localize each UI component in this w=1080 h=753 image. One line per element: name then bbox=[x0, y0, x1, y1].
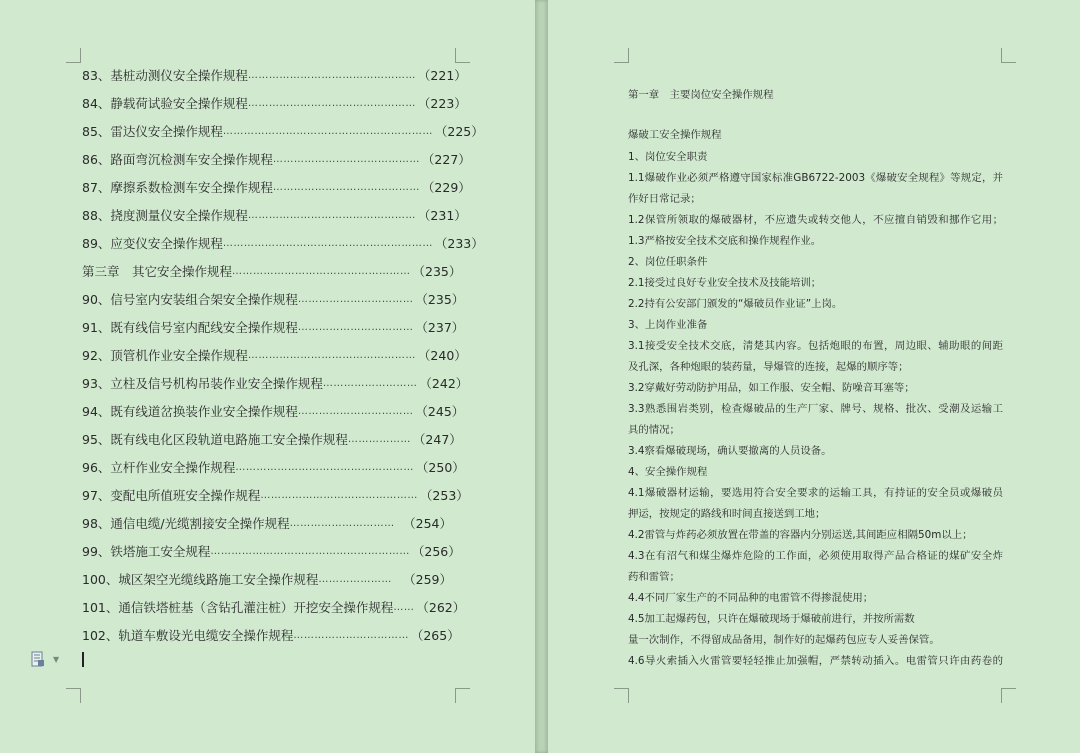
page-corner-mark bbox=[455, 48, 470, 63]
toc-entry-title: 90、信号室内安装组合架安全操作规程 bbox=[82, 292, 298, 307]
toc-entry[interactable] bbox=[82, 626, 460, 654]
toc-entry-title: 86、路面弯沉检测车安全操作规程 bbox=[82, 152, 273, 167]
toc-entry[interactable] bbox=[82, 458, 465, 486]
page-corner-mark bbox=[614, 48, 629, 63]
toc-page-number: （225） bbox=[434, 124, 484, 139]
body-text-line: 3.4察看爆破现场，确认要撤离的人员设备。 bbox=[628, 445, 832, 457]
toc-page-number: （229） bbox=[421, 180, 471, 195]
toc-page-number: （250） bbox=[415, 460, 465, 475]
toc-entry-title: 87、摩擦系数检测车安全操作规程 bbox=[82, 180, 273, 195]
toc-entry[interactable] bbox=[82, 178, 471, 206]
toc-entry[interactable] bbox=[82, 374, 469, 402]
toc-page-number: （262） bbox=[416, 600, 466, 615]
toc-page-number: （237） bbox=[415, 320, 465, 335]
toc-page-number: （235） bbox=[412, 264, 462, 279]
toc-leader-dots: …………………………… bbox=[293, 630, 409, 641]
body-text-line: 4.1爆破器材运输，要选用符合安全要求的运输工具，有持证的安全员或爆破员 bbox=[628, 487, 1003, 499]
toc-entry-title: 第三章 其它安全操作规程 bbox=[82, 264, 233, 279]
body-text-line: 2.2持有公安部门颁发的“爆破员作业证”上岗。 bbox=[628, 298, 843, 310]
toc-page-number: （221） bbox=[417, 68, 467, 83]
body-text-line: 3.2穿戴好劳动防护用品，如工作服、安全帽、防噪音耳塞等； bbox=[628, 382, 915, 394]
toc-entry-title: 96、立杆作业安全操作规程 bbox=[82, 460, 236, 475]
body-text-line: 4.6导火索插入火雷管要轻轻推止加强帽，严禁转动插入。电雷管只许由药卷的 bbox=[628, 655, 1003, 667]
body-text-line: 押运，按规定的路线和时间直接送到工地； bbox=[628, 508, 826, 520]
toc-page-number: （253） bbox=[419, 488, 469, 503]
body-text-line: 具的情况； bbox=[628, 424, 680, 436]
toc-entry[interactable] bbox=[82, 66, 467, 94]
toc-entry[interactable] bbox=[82, 598, 466, 626]
toc-page-number: （265） bbox=[410, 628, 460, 643]
toc-page-number: （245） bbox=[415, 404, 465, 419]
body-text-line: 2、岗位任职条件 bbox=[628, 256, 708, 268]
toc-leader-dots: …………………………………………………… bbox=[222, 238, 433, 249]
page-corner-mark bbox=[455, 688, 470, 703]
toc-page-number: （223） bbox=[417, 96, 467, 111]
toc-entry[interactable] bbox=[82, 122, 484, 150]
body-text-line: 爆破工安全操作规程 bbox=[628, 129, 722, 141]
toc-leader-dots: ………………………………………… bbox=[247, 210, 416, 221]
toc-leader-dots: …………………………………………………… bbox=[222, 126, 433, 137]
table-of-contents bbox=[82, 66, 484, 654]
text-cursor bbox=[82, 652, 84, 667]
page-gutter bbox=[535, 0, 548, 753]
toc-page-number: （233） bbox=[434, 236, 484, 251]
body-text-line: 3.3熟悉围岩类别，检查爆破品的生产厂家、牌号、规格、批次、受潮及运输工 bbox=[628, 403, 1003, 415]
toc-leader-dots: …………………………… bbox=[297, 406, 414, 417]
toc-entry-title: 97、变配电所值班安全操作规程 bbox=[82, 488, 261, 503]
left-page bbox=[0, 0, 535, 753]
toc-page-number: （231） bbox=[417, 208, 467, 223]
toc-entry[interactable] bbox=[82, 346, 467, 374]
toc-page-number: （247） bbox=[412, 432, 462, 447]
toc-page-number: （235） bbox=[415, 292, 465, 307]
toc-entry[interactable] bbox=[82, 430, 462, 458]
toc-entry-title: 85、雷达仪安全操作规程 bbox=[82, 124, 223, 139]
toc-entry[interactable] bbox=[82, 206, 467, 234]
body-text-line: 3、上岗作业准备 bbox=[628, 319, 708, 331]
toc-leader-dots: ………………………………………… bbox=[247, 98, 416, 109]
toc-leader-dots: …………………………… bbox=[297, 322, 414, 333]
toc-leader-dots: ………………… bbox=[318, 574, 392, 585]
body-text-line: 1.2保管所领取的爆破器材，不应遗失或转交他人，不应擅自销毁和挪作它用； bbox=[628, 214, 1003, 226]
body-text-line: 4.3在有沼气和煤尘爆炸危险的工作面，必须使用取得产品合格证的煤矿安全炸 bbox=[628, 550, 1003, 562]
toc-leader-dots: ……………… bbox=[347, 434, 411, 445]
body-text-line: 4.4不同厂家生产的不同品种的电雷管不得掺混使用； bbox=[628, 592, 874, 604]
toc-entry[interactable] bbox=[82, 234, 484, 262]
page-corner-mark bbox=[66, 688, 81, 703]
body-text-line: 药和雷管； bbox=[628, 571, 680, 583]
toc-leader-dots: ……………………………………… bbox=[260, 490, 418, 501]
toc-leader-dots: …………………………………………… bbox=[232, 266, 411, 277]
chevron-down-icon[interactable]: ▼ bbox=[53, 655, 60, 664]
toc-entry[interactable] bbox=[82, 402, 465, 430]
toc-entry[interactable] bbox=[82, 486, 469, 514]
body-text-line: 及孔深，各种炮眼的装药量，导爆管的连接，起爆的顺序等； bbox=[628, 361, 909, 373]
toc-entry-title: 91、既有线信号室内配线安全操作规程 bbox=[82, 320, 298, 335]
page-corner-mark bbox=[66, 48, 81, 63]
toc-entry[interactable] bbox=[82, 570, 452, 598]
toc-page-number: （254） bbox=[403, 516, 452, 531]
body-text-line: 1、岗位安全职责 bbox=[628, 151, 708, 163]
toc-page-number: （256） bbox=[411, 544, 461, 559]
page-corner-mark bbox=[1001, 48, 1016, 63]
toc-page-number: （259） bbox=[403, 572, 452, 587]
body-text-line: 量一次制作，不得留成品备用，制作好的起爆药包应专人妥善保管。 bbox=[628, 634, 940, 646]
toc-entry[interactable] bbox=[82, 150, 471, 178]
body-text-line: 4.5加工起爆药包，只许在爆破现场于爆破前进行，并按所需数 bbox=[628, 613, 915, 625]
toc-entry[interactable] bbox=[82, 94, 467, 122]
body-text-line: 第一章 主要岗位安全操作规程 bbox=[628, 89, 774, 101]
toc-entry-title: 102、轨道车敷设光电缆安全操作规程 bbox=[82, 628, 294, 643]
body-text-line: 4.2雷管与炸药必须放置在带盖的容器内分别运送,其间距应相隔50m以上； bbox=[628, 529, 973, 541]
toc-entry[interactable] bbox=[82, 542, 461, 570]
toc-entry[interactable] bbox=[82, 290, 465, 318]
toc-entry-title: 94、既有线道岔换装作业安全操作规程 bbox=[82, 404, 298, 419]
toc-entry[interactable] bbox=[82, 318, 465, 346]
page-corner-mark bbox=[1001, 688, 1016, 703]
toc-entry-title: 93、立柱及信号机构吊装作业安全操作规程 bbox=[82, 376, 323, 391]
body-text-line: 1.1爆破作业必须严格遵守国家标准GB6722-2003《爆破安全规程》等规定，并 bbox=[628, 172, 1003, 184]
body-text-line: 2.1接受过良好专业安全技术及技能培训； bbox=[628, 277, 822, 289]
toc-entry-title: 83、基桩动测仪安全操作规程 bbox=[82, 68, 248, 83]
toc-page-number: （242） bbox=[419, 376, 469, 391]
toc-entry-title: 95、既有线电化区段轨道电路施工安全操作规程 bbox=[82, 432, 348, 447]
toc-entry-title: 100、城区架空光缆线路施工安全操作规程 bbox=[82, 572, 319, 587]
toc-entry-title: 89、应变仪安全操作规程 bbox=[82, 236, 223, 251]
toc-leader-dots: ………………………… bbox=[289, 518, 395, 529]
toc-entry-title: 92、顶管机作业安全操作规程 bbox=[82, 348, 248, 363]
toc-leader-dots: …………………………… bbox=[297, 294, 414, 305]
toc-leader-dots: …………………………………………… bbox=[235, 462, 414, 473]
toc-leader-dots: …………………………………… bbox=[272, 182, 420, 193]
toc-page-number: （227） bbox=[421, 152, 471, 167]
toc-leader-dots: …… bbox=[393, 602, 415, 613]
toc-entry-title: 98、通信电缆/光缆割接安全操作规程 bbox=[82, 516, 290, 531]
toc-leader-dots: ………………………………………… bbox=[247, 70, 416, 81]
page-corner-mark bbox=[614, 688, 629, 703]
toc-entry-title: 84、静载荷试验安全操作规程 bbox=[82, 96, 248, 111]
toc-entry-title: 101、通信铁塔桩基（含钻孔灌注桩）开挖安全操作规程 bbox=[82, 600, 394, 615]
body-text-line: 1.3严格按安全技术交底和操作规程作业。 bbox=[628, 235, 822, 247]
body-text-line: 3.1接受安全技术交底，清楚其内容。包括炮眼的布置，周边眼、辅助眼的间距 bbox=[628, 340, 1003, 352]
toc-entry-title: 88、挠度测量仪安全操作规程 bbox=[82, 208, 248, 223]
toc-leader-dots: …………………………………… bbox=[272, 154, 420, 165]
toc-page-number: （240） bbox=[417, 348, 467, 363]
toc-entry[interactable] bbox=[82, 262, 462, 290]
document-layout-icon[interactable] bbox=[31, 651, 45, 667]
toc-leader-dots: ………………………………………… bbox=[247, 350, 416, 361]
toc-leader-dots: ……………………… bbox=[322, 378, 418, 389]
toc-entry[interactable] bbox=[82, 514, 452, 542]
toc-entry-title: 99、铁塔施工安全规程 bbox=[82, 544, 211, 559]
toc-leader-dots: ………………………………………………… bbox=[210, 546, 410, 557]
body-text-line: 作好日常记录； bbox=[628, 193, 701, 205]
body-text-line: 4、安全操作规程 bbox=[628, 466, 708, 478]
